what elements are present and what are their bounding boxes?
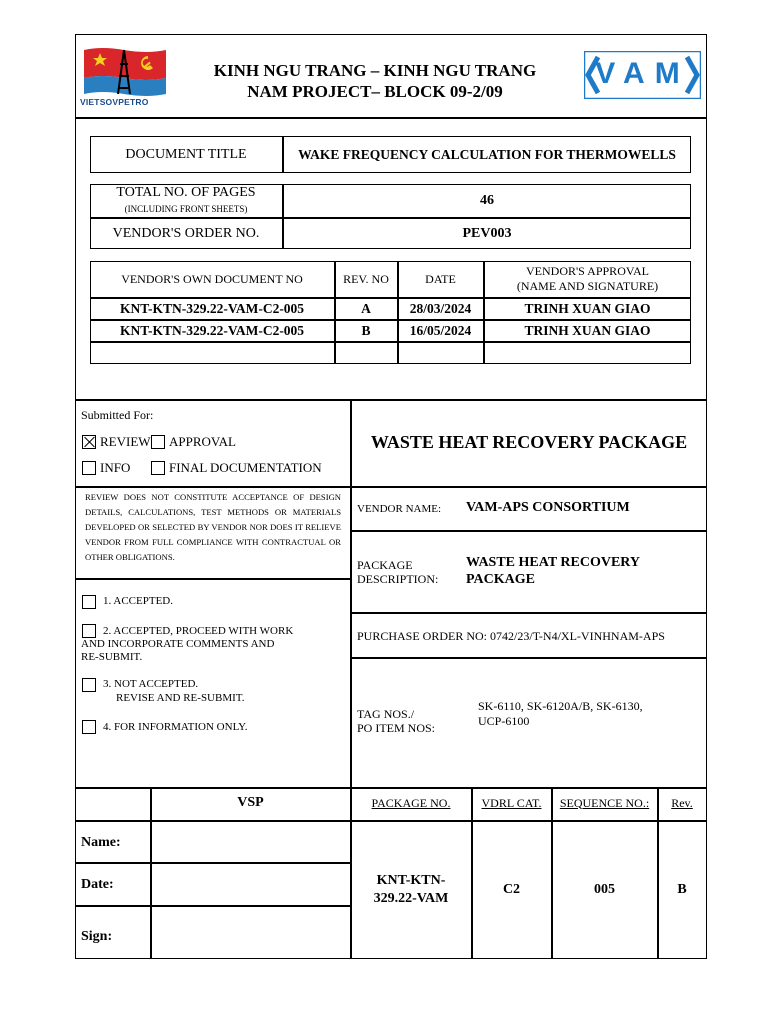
rev-header-revno: REV. NO bbox=[343, 271, 389, 286]
vdrl-cat-header: VDRL CAT. bbox=[481, 795, 542, 810]
project-title-line2: NAM PROJECT– BLOCK 09-2/09 bbox=[247, 82, 503, 101]
vam-logo-text: VAM bbox=[595, 57, 690, 90]
tag-nos-value-2: UCP-6100 bbox=[478, 714, 530, 728]
purchase-order-label-text: PURCHASE ORDER NO: bbox=[357, 629, 488, 643]
tag-nos-value: SK-6110, SK-6120A/B, SK-6130, bbox=[478, 699, 643, 713]
total-pages-sublabel: (INCLUDING FRONT SHEETS) bbox=[124, 204, 248, 214]
vsp-name-label: Name: bbox=[81, 835, 121, 850]
accepted-proceed-checkbox[interactable] bbox=[82, 624, 96, 638]
table-row-approval: TRINH XUAN GIAO bbox=[524, 300, 651, 316]
package-title: WASTE HEAT RECOVERY PACKAGE bbox=[370, 431, 688, 452]
final-documentation-label: FINAL DOCUMENTATION bbox=[169, 460, 322, 475]
table-row-docno: KNT-KTN-329.22-VAM-C2-005 bbox=[119, 300, 305, 316]
table-row-date: 16/05/2024 bbox=[409, 322, 472, 338]
package-description-value-2: PACKAGE bbox=[466, 572, 535, 587]
vam-logo bbox=[584, 51, 701, 99]
info-checkbox[interactable] bbox=[82, 461, 96, 475]
rev-value: B bbox=[677, 882, 687, 897]
information-only-checkbox[interactable] bbox=[82, 720, 96, 734]
vsp-date-label: Date: bbox=[81, 877, 114, 892]
vendor-order-label: VENDOR'S ORDER NO. bbox=[112, 225, 260, 241]
vendor-name-value: VAM-APS CONSORTIUM bbox=[466, 500, 630, 515]
tag-nos-label: TAG NOS./ bbox=[357, 707, 415, 721]
approval-checkbox[interactable] bbox=[151, 435, 165, 449]
vietsovpetro-logo bbox=[80, 44, 170, 108]
document-title-value: WAKE FREQUENCY CALCULATION FOR THERMOWELLS bbox=[298, 146, 676, 162]
package-no-value: KNT-KTN- bbox=[376, 873, 446, 888]
purchase-order-label bbox=[357, 629, 665, 644]
purchase-order-value: 0742/23/T-N4/XL-VINHNAM-APS bbox=[490, 629, 665, 643]
vendor-name-label: VENDOR NAME: bbox=[357, 503, 442, 515]
accepted-proceed-label: 2. ACCEPTED, PROCEED WITH WORK bbox=[103, 625, 294, 637]
not-accepted-label: 3. NOT ACCEPTED. bbox=[103, 678, 199, 690]
rev-header-approval-sub: (NAME AND SIGNATURE) bbox=[516, 278, 659, 293]
table-row-approval: TRINH XUAN GIAO bbox=[524, 322, 651, 338]
accepted-label: 1. ACCEPTED. bbox=[103, 595, 173, 607]
rev-header: Rev. bbox=[671, 795, 693, 810]
review-checkbox[interactable] bbox=[82, 435, 96, 449]
header-divider bbox=[75, 117, 707, 119]
accepted-checkbox[interactable] bbox=[82, 595, 96, 609]
accepted-proceed-label-3: RE-SUBMIT. bbox=[81, 651, 143, 663]
vsp-sign-label: Sign: bbox=[81, 929, 113, 944]
accepted-proceed-label-2: AND INCORPORATE COMMENTS AND bbox=[81, 638, 275, 650]
vdrl-cat-value: C2 bbox=[502, 882, 521, 897]
package-description-label: PACKAGE bbox=[357, 558, 413, 572]
table-row-date: 28/03/2024 bbox=[409, 300, 472, 316]
project-title-line1: KINH NGU TRANG – KINH NGU TRANG bbox=[213, 61, 537, 80]
package-description-label-2: DESCRIPTION: bbox=[357, 572, 439, 586]
submitted-for-label: Submitted For: bbox=[81, 408, 154, 422]
final-documentation-checkbox[interactable] bbox=[151, 461, 165, 475]
rev-header-docno: VENDOR'S OWN DOCUMENT NO bbox=[121, 271, 303, 286]
section-divider bbox=[75, 399, 707, 401]
sequence-no-header: SEQUENCE NO.: bbox=[559, 795, 650, 810]
total-pages-label: TOTAL NO. OF PAGES bbox=[116, 185, 256, 200]
package-description-value: WASTE HEAT RECOVERY bbox=[466, 555, 641, 570]
company-name: VIETSOVPETRO bbox=[80, 97, 149, 107]
document-title-label: DOCUMENT TITLE bbox=[125, 146, 247, 162]
sequence-no-value: 005 bbox=[594, 882, 615, 897]
tag-nos-label-2: PO ITEM NOS: bbox=[357, 721, 436, 735]
rev-header-date: DATE bbox=[425, 271, 456, 286]
not-accepted-label-2: REVISE AND RE-SUBMIT. bbox=[116, 692, 245, 704]
vsp-header: VSP bbox=[237, 795, 264, 810]
not-accepted-checkbox[interactable] bbox=[82, 678, 96, 692]
review-label: REVIEW bbox=[100, 434, 151, 449]
total-pages-value: 46 bbox=[480, 192, 494, 208]
table-row-rev: A bbox=[361, 300, 371, 316]
table-row-rev: B bbox=[361, 322, 371, 338]
review-disclaimer: REVIEW DOES NOT CONSTITUTE ACCEPTANCE OF DESIGN DETAILS, CALCULATIONS, TEST METHODS OR MATERIALS DEVELOPED OR SELECTED BY VENDOR NOR DOES IT RELIEVE VENDOR FROM FULL COMPLIANCE WITH CONTRACTUAL OR OTHER OBLIGATIONS. bbox=[85, 492, 341, 562]
package-no-header: PACKAGE NO. bbox=[371, 795, 451, 810]
rev-header-approval: VENDOR'S APPROVAL bbox=[526, 263, 649, 278]
information-only-label: 4. FOR INFORMATION ONLY. bbox=[103, 721, 248, 733]
package-no-value-2: 329.22-VAM bbox=[373, 891, 449, 906]
table-row-docno: KNT-KTN-329.22-VAM-C2-005 bbox=[119, 322, 305, 338]
info-label: INFO bbox=[100, 460, 131, 475]
vendor-order-value: PEV003 bbox=[462, 225, 512, 241]
approval-label: APPROVAL bbox=[169, 434, 236, 449]
